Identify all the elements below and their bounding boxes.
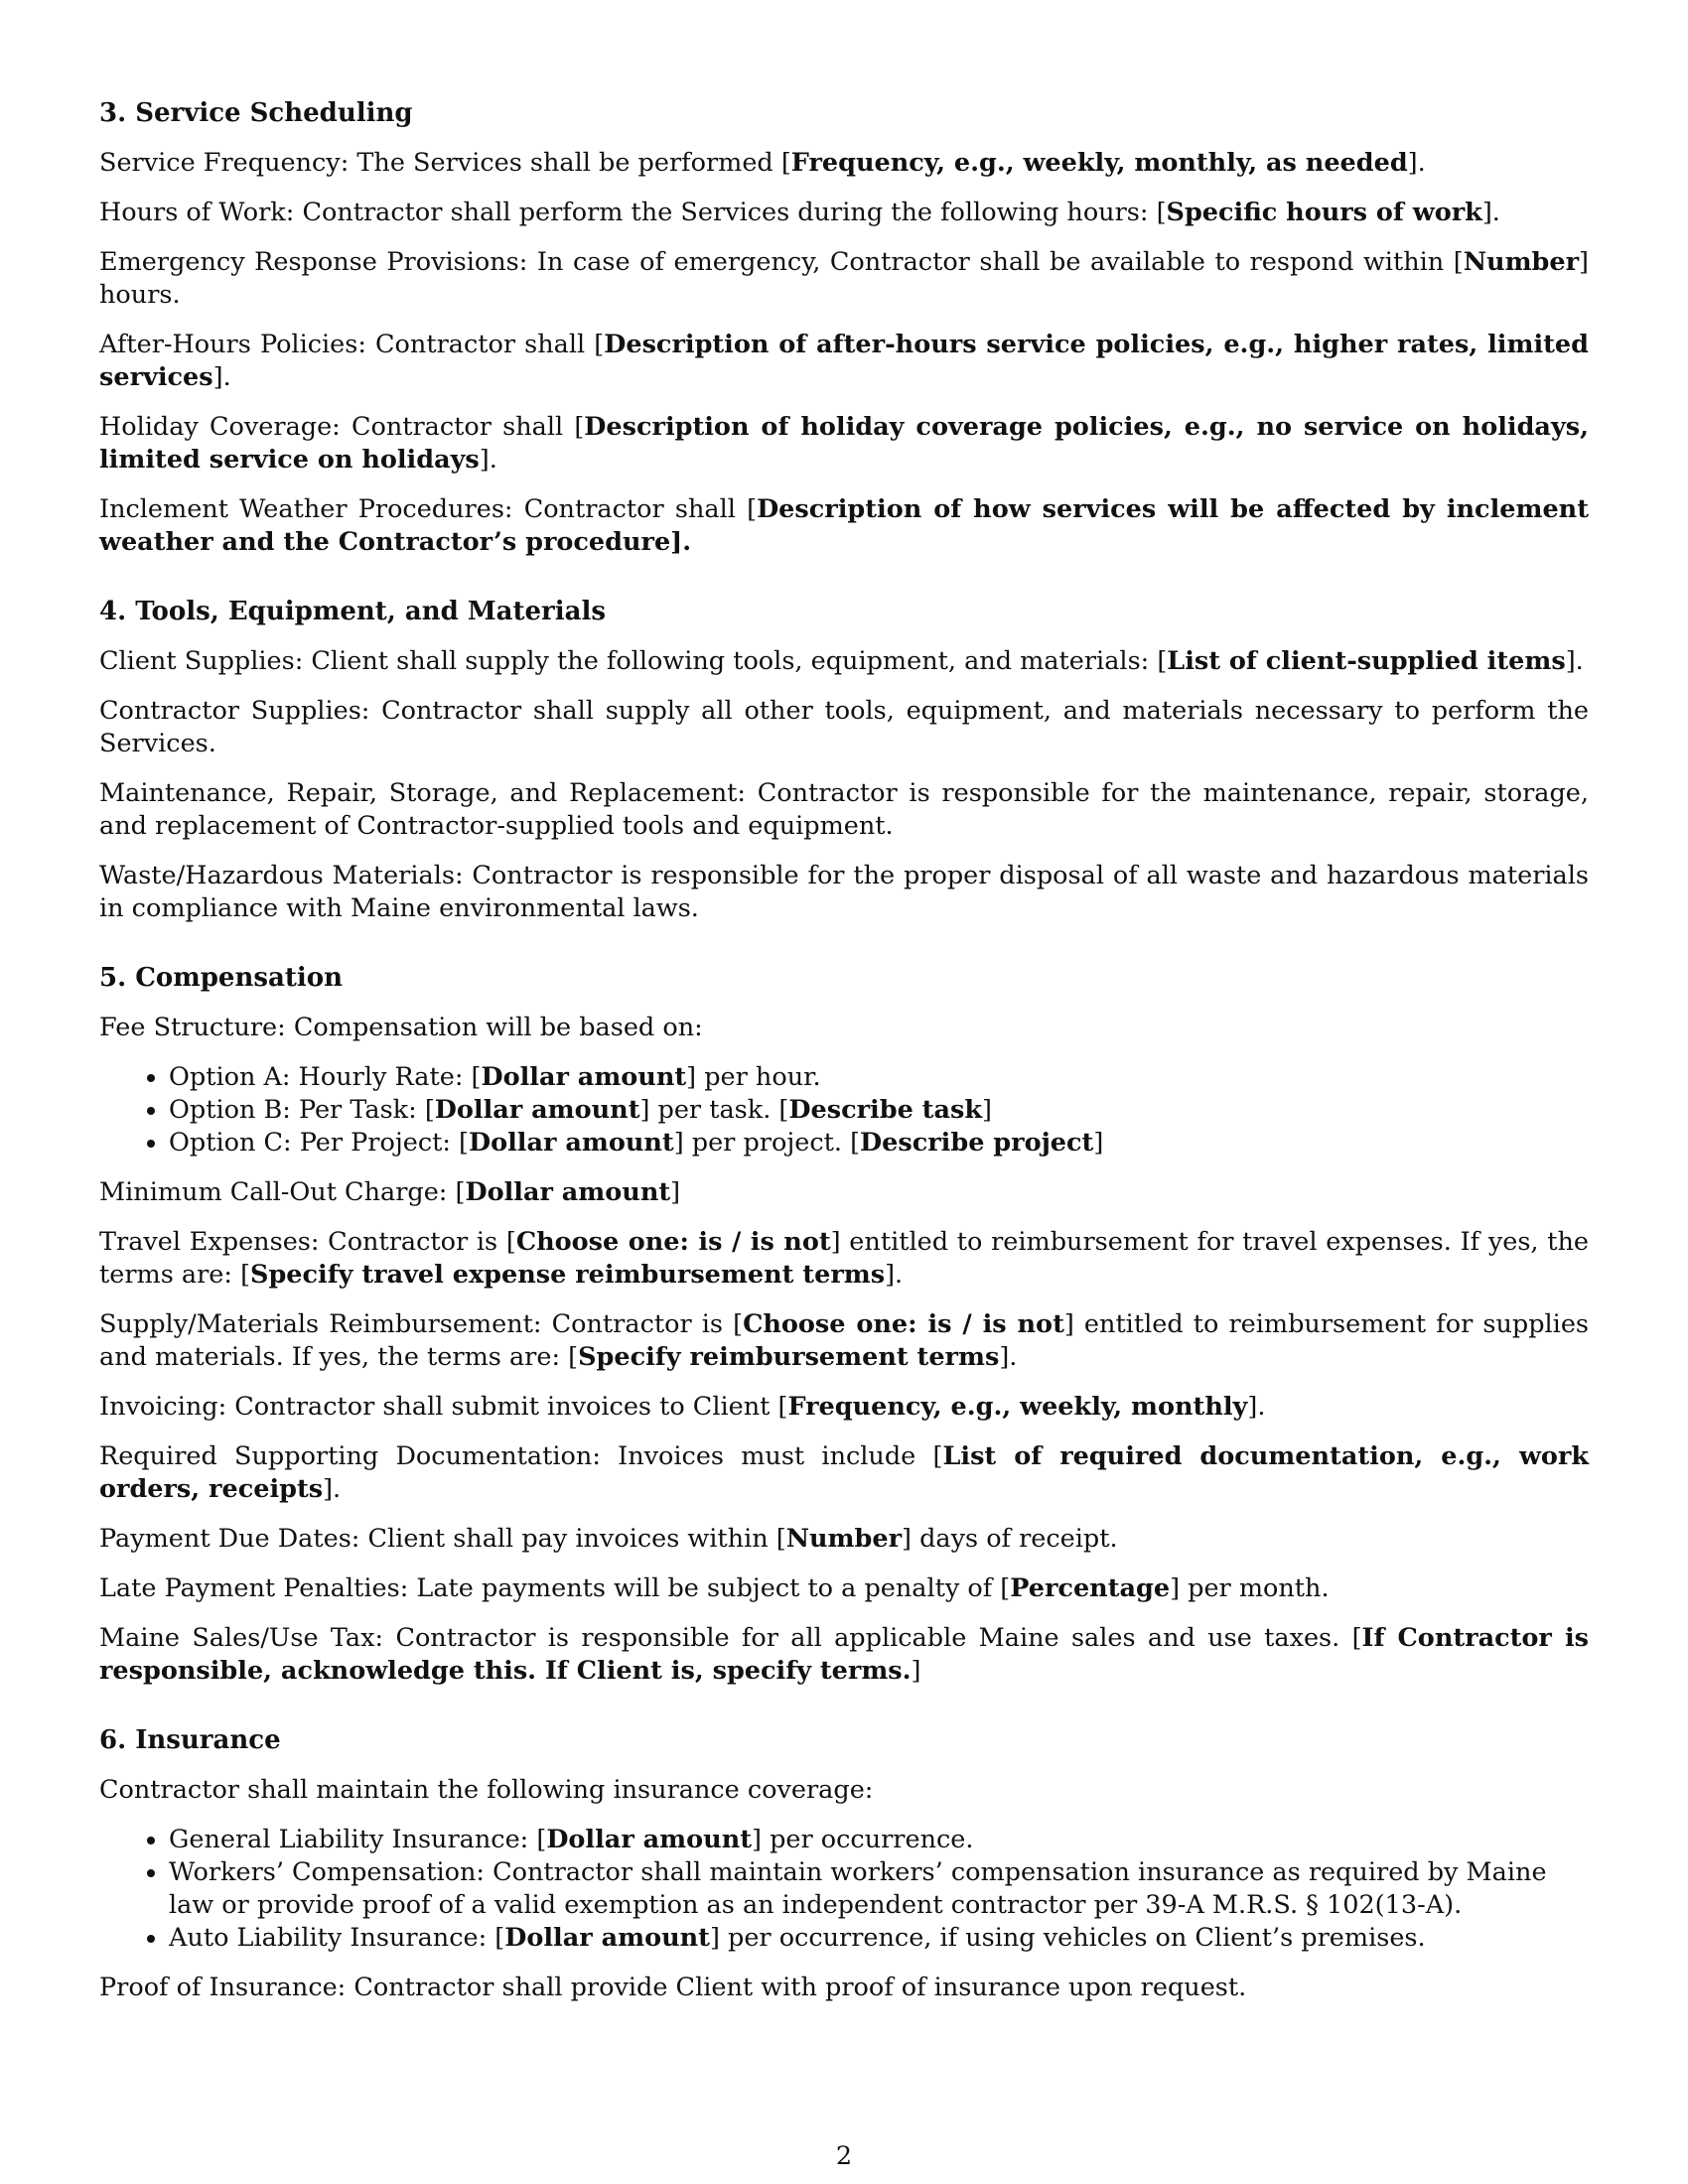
bullet-item: [169, 1127, 1589, 1160]
placeholder-field: Describe task: [788, 1095, 982, 1125]
section-heading: 3. Service Scheduling: [99, 98, 413, 128]
paragraph: [99, 329, 1589, 394]
text-run: ].: [999, 1342, 1018, 1372]
text-run: ] per occurrence.: [752, 1825, 974, 1854]
paragraph: [99, 197, 1589, 229]
bullet-list: [99, 1824, 1589, 1955]
paragraph: [99, 1176, 1589, 1209]
text-run: Inclement Weather Procedures: Contractor shall [: [99, 494, 758, 524]
placeholder-field: Dollar amount: [481, 1062, 687, 1092]
text-run: ] hours.: [99, 247, 1589, 310]
paragraph: [99, 1012, 1589, 1044]
placeholder-field: Dollar amount: [465, 1177, 671, 1207]
text-run: Invoicing: Contractor shall submit invoices to Client [: [99, 1392, 788, 1422]
placeholder-field: Dollar amount: [469, 1128, 674, 1158]
text-run: ].: [1565, 646, 1584, 676]
text-run: After-Hours Policies: Contractor shall [: [99, 330, 605, 359]
placeholder-field: Number: [785, 1524, 903, 1554]
paragraph: [99, 1391, 1589, 1424]
placeholder-field: Number: [1463, 247, 1580, 277]
paragraph: [99, 1972, 1589, 2004]
paragraph: [99, 411, 1589, 477]
placeholder-field: If Contractor is responsible, acknowledge this. If Client is, specify terms.: [99, 1623, 1589, 1686]
placeholder-field: Specific hours of work: [1166, 198, 1482, 227]
page-number: 2: [835, 2141, 853, 2171]
text-run: Maintenance, Repair, Storage, and Replacement: Contractor is responsible for the maintenance, repair, storage, and replacement of Contractor-supplied tools and equipment.: [99, 778, 1589, 841]
text-run: Fee Structure: Compensation will be based on:: [99, 1013, 703, 1042]
text-run: ].: [1247, 1392, 1266, 1422]
placeholder-field: Description of holiday coverage policies, e.g., no service on holidays, limited service on holidays: [99, 412, 1589, 475]
text-run: Emergency Response Provisions: In case of emergency, Contractor shall be available to respond within [: [99, 247, 1464, 277]
text-run: ] per occurrence, if using vehicles on Client’s premises.: [709, 1923, 1426, 1953]
text-run: ] entitled to reimbursement for travel expenses. If yes, the terms are: [: [99, 1227, 1589, 1290]
placeholder-field: Description of how services will be affected by inclement weather and the Contractor’s procedure].: [99, 494, 1590, 557]
text-run: Payment Due Dates: Client shall pay invoices within [: [99, 1524, 786, 1554]
text-run: Waste/Hazardous Materials: Contractor is responsible for the proper disposal of all waste and hazardous materials in compliance with Maine environmental laws.: [99, 861, 1589, 923]
bullet-list: [99, 1061, 1589, 1160]
section-service-scheduling: [99, 97, 1589, 559]
paragraph: [99, 147, 1589, 180]
placeholder-field: Dollar amount: [546, 1825, 753, 1854]
text-run: ] per hour.: [686, 1062, 821, 1092]
paragraph: [99, 645, 1589, 678]
text-run: Proof of Insurance: Contractor shall provide Client with proof of insurance upon request.: [99, 1973, 1247, 2002]
text-run: Late Payment Penalties: Late payments will be subject to a penalty of [: [99, 1573, 1011, 1603]
paragraph: [99, 493, 1589, 559]
text-run: Client Supplies: Client shall supply the following tools, equipment, and materials: [: [99, 646, 1168, 676]
text-run: Contractor Supplies: Contractor shall supply all other tools, equipment, and materials necessary to perform the Services.: [99, 696, 1589, 758]
paragraph: [99, 695, 1589, 760]
text-run: Travel Expenses: Contractor is [: [99, 1227, 516, 1257]
placeholder-field: Choose one: is / is not: [515, 1227, 831, 1257]
paragraph: [99, 1622, 1589, 1688]
section-tools-equipment-and-materials: [99, 596, 1589, 925]
placeholder-field: Choose one: is / is not: [743, 1309, 1064, 1339]
paragraph: [99, 1774, 1589, 1807]
placeholder-field: Description of after-hours service policies, e.g., higher rates, limited services: [99, 330, 1589, 392]
placeholder-field: Describe project: [860, 1128, 1094, 1158]
placeholder-field: Specify travel expense reimbursement terms: [250, 1260, 886, 1290]
paragraph: [99, 777, 1589, 843]
section-insurance: [99, 1724, 1589, 2004]
paragraph: [99, 860, 1589, 925]
section-compensation: [99, 962, 1589, 1688]
text-run: General Liability Insurance: [: [169, 1825, 547, 1854]
text-run: ]: [670, 1177, 681, 1207]
text-run: ] days of receipt.: [902, 1524, 1118, 1554]
text-run: ].: [323, 1474, 342, 1504]
text-run: ].: [479, 445, 497, 475]
text-run: ] per month.: [1170, 1573, 1330, 1603]
text-run: ].: [1481, 198, 1500, 227]
paragraph: [99, 246, 1589, 312]
paragraph: [99, 1572, 1589, 1605]
text-run: ].: [885, 1260, 904, 1290]
section-heading: 6. Insurance: [99, 1725, 281, 1755]
text-run: Hours of Work: Contractor shall perform the Services during the following hours: [: [99, 198, 1167, 227]
paragraph: [99, 1440, 1589, 1506]
text-run: ]: [982, 1095, 992, 1125]
paragraph: [99, 1523, 1589, 1556]
placeholder-field: Dollar amount: [434, 1095, 640, 1125]
text-run: Auto Liability Insurance: [: [169, 1923, 505, 1953]
text-run: ]: [1093, 1128, 1104, 1158]
text-run: ] per project. [: [673, 1128, 861, 1158]
placeholder-field: List of required documentation, e.g., work orders, receipts: [99, 1441, 1590, 1504]
bullet-item: [169, 1824, 1589, 1856]
text-run: Maine Sales/Use Tax: Contractor is responsible for all applicable Maine sales and use taxes. [: [99, 1623, 1362, 1653]
paragraph: [99, 1308, 1589, 1374]
paragraph: [99, 1226, 1589, 1292]
section-heading: 5. Compensation: [99, 963, 343, 993]
placeholder-field: Frequency, e.g., weekly, monthly: [787, 1392, 1248, 1422]
text-run: Option B: Per Task: [: [169, 1095, 435, 1125]
text-run: Supply/Materials Reimbursement: Contractor is [: [99, 1309, 744, 1339]
text-run: Service Frequency: The Services shall be performed [: [99, 148, 791, 178]
placeholder-field: Dollar amount: [504, 1923, 710, 1953]
bullet-item: [169, 1922, 1589, 1955]
bullet-item: [169, 1094, 1589, 1127]
text-run: Holiday Coverage: Contractor shall [: [99, 412, 585, 442]
text-run: Contractor shall maintain the following insurance coverage:: [99, 1775, 874, 1805]
text-run: Option C: Per Project: [: [169, 1128, 469, 1158]
section-heading: 4. Tools, Equipment, and Materials: [99, 597, 606, 626]
text-run: ].: [212, 362, 231, 392]
text-run: Workers’ Compensation: Contractor shall maintain workers’ compensation insurance as required by Maine law or provide proof of a valid exemption as an independent contractor per 39-A M.R.S. § 102(13-A).: [169, 1857, 1547, 1920]
text-run: Minimum Call-Out Charge: [: [99, 1177, 466, 1207]
placeholder-field: Specify reimbursement terms: [578, 1342, 1000, 1372]
text-run: ] per task. [: [639, 1095, 789, 1125]
bullet-item: [169, 1856, 1589, 1922]
placeholder-field: List of client-supplied items: [1167, 646, 1566, 676]
placeholder-field: Frequency, e.g., weekly, monthly, as needed: [790, 148, 1408, 178]
text-run: ] entitled to reimbursement for supplies and materials. If yes, the terms are: [: [99, 1309, 1590, 1372]
document-body: [99, 97, 1589, 2041]
text-run: Option A: Hourly Rate: [: [169, 1062, 482, 1092]
text-run: ].: [1407, 148, 1426, 178]
text-run: ]: [911, 1656, 921, 1686]
bullet-item: [169, 1061, 1589, 1094]
text-run: Required Supporting Documentation: Invoices must include [: [99, 1441, 943, 1471]
placeholder-field: Percentage: [1010, 1573, 1171, 1603]
